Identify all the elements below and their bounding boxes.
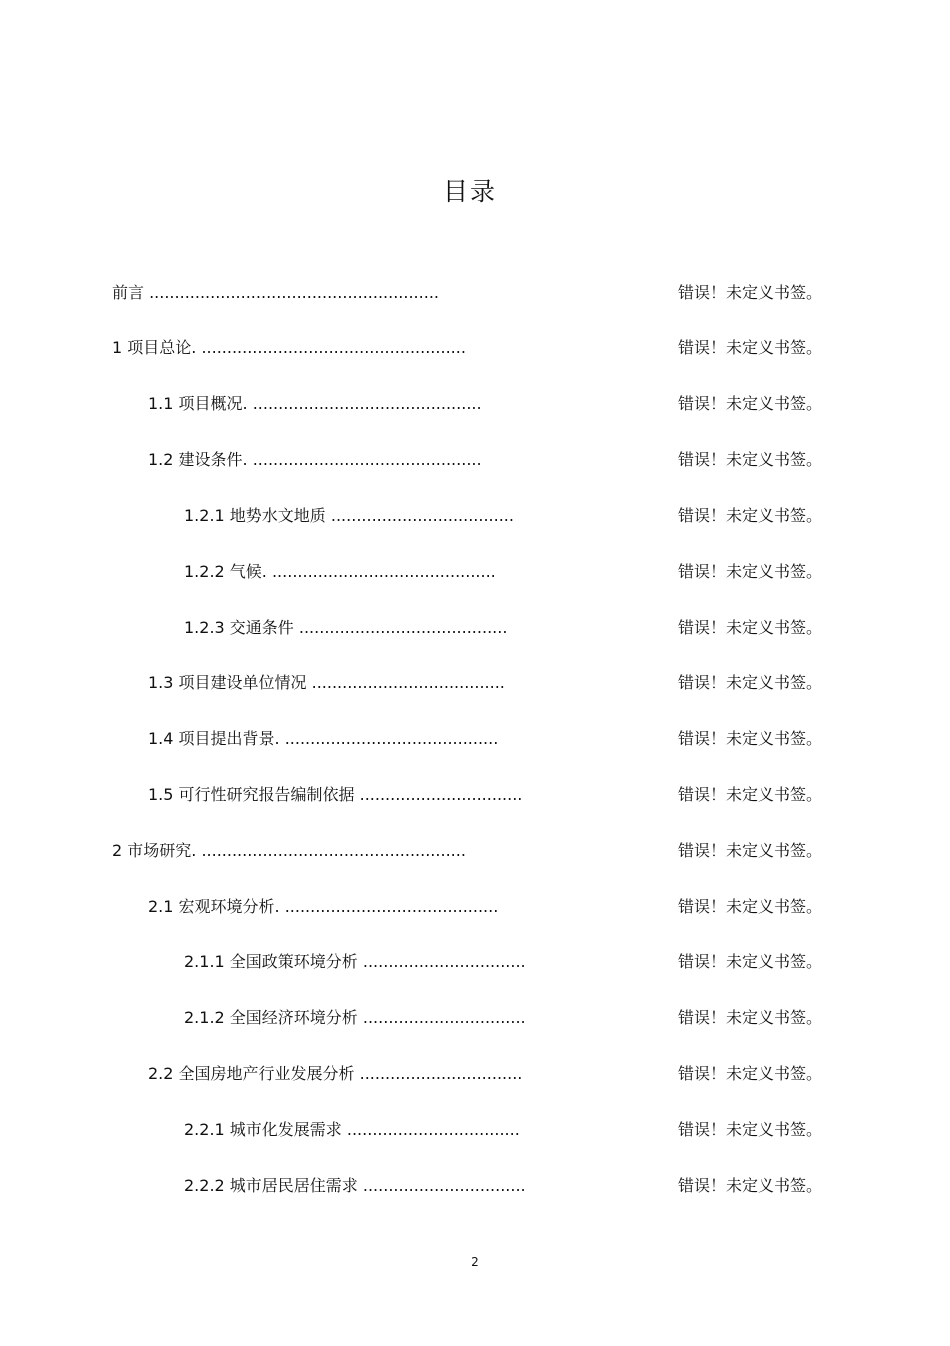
- toc-entry-preface: [112, 282, 950, 304]
- toc-entry-2-2-1: [184, 1119, 950, 1141]
- toc-entry-1-2: [148, 449, 950, 471]
- toc-entry-1-1: [148, 393, 950, 415]
- toc-entry-ref: 错误！未定义书签。: [678, 1008, 823, 1027]
- toc-entry-ref: 错误！未定义书签。: [678, 283, 823, 302]
- toc-entry-text: 1.2.2 气候. ............................................: [184, 562, 496, 581]
- toc-entry-text: 1.1 项目概况. .............................................: [148, 394, 482, 413]
- toc-entry-1-5: [148, 784, 950, 806]
- toc-entry-text: 2.2 全国房地产行业发展分析 ................................: [148, 1064, 523, 1083]
- toc-entry-2-1: [148, 896, 950, 918]
- toc-entry-text: 1.3 项目建设单位情况 ......................................: [148, 673, 505, 692]
- toc-entry-text: 1.2.1 地势水文地质 ....................................: [184, 506, 514, 525]
- toc-entry-1: [112, 337, 950, 359]
- toc-entry-2-2: [148, 1063, 950, 1085]
- toc-entry-text: 2 市场研究. ....................................................: [112, 841, 466, 860]
- toc-entry-ref: 错误！未定义书签。: [678, 673, 823, 692]
- toc-entry-text: 1 项目总论. ....................................................: [112, 338, 466, 357]
- toc-entry-2-1-2: [184, 1007, 950, 1029]
- toc-entry-ref: 错误！未定义书签。: [678, 1176, 823, 1195]
- toc-entry-text: 1.2 建设条件. .............................................: [148, 450, 482, 469]
- toc-entry-2-1-1: [184, 951, 950, 973]
- toc-entry-2-2-2: [184, 1175, 950, 1197]
- toc-entry-text: 2.1.1 全国政策环境分析 ................................: [184, 952, 526, 971]
- page-number: 2: [471, 1255, 479, 1269]
- toc-entry-text: 2.1.2 全国经济环境分析 ................................: [184, 1008, 526, 1027]
- toc-entry-ref: 错误！未定义书签。: [678, 897, 823, 916]
- toc-entry-1-2-1: [184, 505, 950, 527]
- page-title: 目录: [442, 177, 497, 206]
- toc-entry-ref: 错误！未定义书签。: [678, 562, 823, 581]
- toc-entry-ref: 错误！未定义书签。: [678, 450, 823, 469]
- toc-entry-text: 2.2.1 城市化发展需求 ..................................: [184, 1120, 520, 1139]
- toc-entry-1-2-3: [184, 617, 950, 639]
- toc-entry-ref: 错误！未定义书签。: [678, 952, 823, 971]
- toc-entry-2: [112, 840, 950, 862]
- toc-entry-text: 1.5 可行性研究报告编制依据 ................................: [148, 785, 523, 804]
- toc-entry-ref: 错误！未定义书签。: [678, 1120, 823, 1139]
- toc-entry-ref: 错误！未定义书签。: [678, 785, 823, 804]
- toc-entry-text: 2.1 宏观环境分析. ..........................................: [148, 897, 499, 916]
- toc-entry-1-3: [148, 672, 950, 694]
- toc-entry-1-4: [148, 728, 950, 750]
- toc-entry-text: 前言 .........................................................: [112, 283, 439, 302]
- toc-entry-ref: 错误！未定义书签。: [678, 338, 823, 357]
- toc-entry-ref: 错误！未定义书签。: [678, 506, 823, 525]
- toc-entry-ref: 错误！未定义书签。: [678, 394, 823, 413]
- toc-entry-text: 2.2.2 城市居民居住需求 ................................: [184, 1176, 526, 1195]
- toc-entry-ref: 错误！未定义书签。: [678, 618, 823, 637]
- toc-entry-ref: 错误！未定义书签。: [678, 1064, 823, 1083]
- toc-entry-ref: 错误！未定义书签。: [678, 729, 823, 748]
- toc-entry-text: 1.2.3 交通条件 .........................................: [184, 618, 508, 637]
- toc-entry-1-2-2: [184, 561, 950, 583]
- toc-entry-text: 1.4 项目提出背景. ..........................................: [148, 729, 499, 748]
- toc-entry-ref: 错误！未定义书签。: [678, 841, 823, 860]
